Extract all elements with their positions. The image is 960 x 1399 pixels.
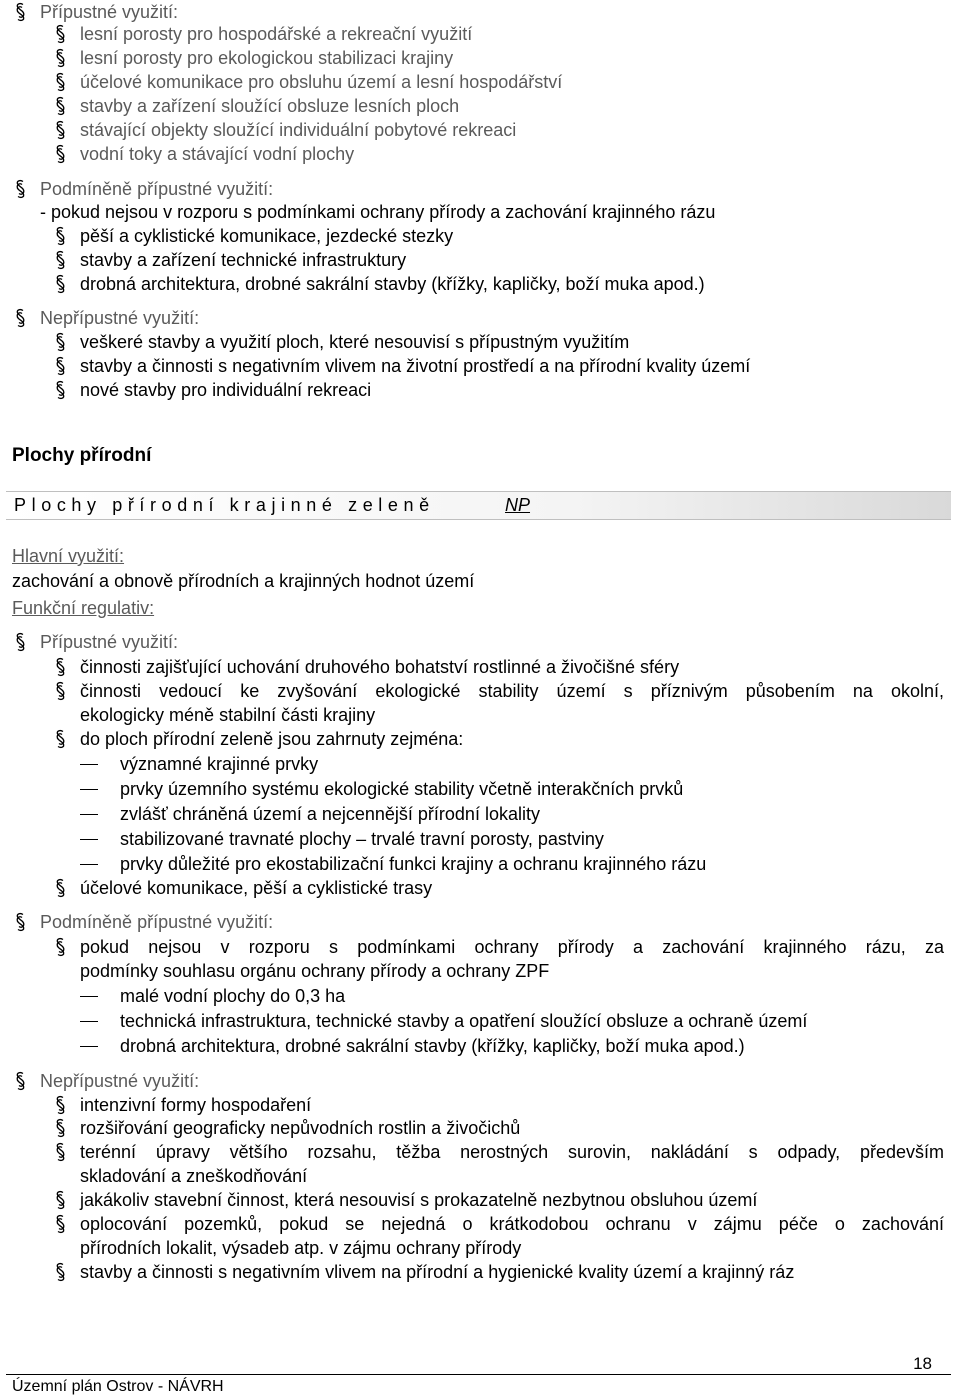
list-item: stávající objekty sloužící individuální pobytové rekreaci (80, 120, 517, 140)
list-item: do ploch přírodní zeleně jsou zahrnuty zejména: (80, 729, 464, 749)
section-bullet-icon (54, 1095, 67, 1115)
list-item: lesní porosty pro hospodářské a rekreační využití (80, 24, 473, 44)
list-item: činnosti zajišťující uchování druhového bohatství rostlinné a živočišné sféry (80, 657, 680, 677)
list-item: pokud nejsou v rozporu s podmínkami ochrany přírody a zachování krajinného rázu, za (80, 937, 944, 957)
list-item-continuation: skladování a zneškodňování (80, 1166, 308, 1186)
section-bullet-icon (54, 144, 67, 164)
main-use-text: zachování a obnově přírodních a krajinných hodnot území (12, 571, 475, 591)
section-bullet-icon (54, 1190, 67, 1210)
section-bullet-icon (54, 120, 67, 140)
section-bullet-icon (54, 226, 67, 246)
section-bullet-icon (54, 250, 67, 270)
list-item: jakákoliv stavební činnost, která nesouvisí s prokazatelně nezbytnou obsluhou území (80, 1190, 758, 1210)
sub-list-item: prvky územního systému ekologické stability včetně interakčních prvků (120, 779, 684, 799)
conditional-use-label: Podmíněně přípustné využití: (40, 179, 274, 199)
section-bullet-icon (54, 1118, 67, 1138)
allowed-use-label: Přípustné využití: (40, 2, 179, 22)
list-item-continuation: podmínky souhlasu orgánu ochrany přírody a ochrany ZPF (80, 961, 550, 981)
zone-title: Plochy přírodní krajinné zeleně (14, 495, 435, 515)
condition-text: - pokud nejsou v rozporu s podmínkami ochrany přírody a zachování krajinného rázu (40, 202, 716, 222)
section-bullet-icon (54, 1214, 67, 1234)
section-bullet-icon (54, 24, 67, 44)
footer-divider (6, 1374, 951, 1375)
sub-list-item: zvlášť chráněná území a nejcennější přírodní lokality (120, 804, 540, 824)
sub-list-item: technická infrastruktura, technické stavby a opatření sloužící obsluze a ochraně území (120, 1011, 808, 1031)
main-use-label: Hlavní využití: (12, 546, 125, 566)
section-bullet-icon (54, 48, 67, 68)
list-item: účelové komunikace pro obsluhu území a lesní hospodářství (80, 72, 563, 92)
sub-list-item: malé vodní plochy do 0,3 ha (120, 986, 346, 1006)
conditional-use-label: Podmíněně přípustné využití: (40, 912, 274, 932)
list-item: oplocování pozemků, pokud se nejedná o krátkodobou ochranu v zájmu péče o zachování (80, 1214, 944, 1234)
list-item: veškeré stavby a využití ploch, které nesouvisí s přípustným využitím (80, 332, 630, 352)
list-item: vodní toky a stávající vodní plochy (80, 144, 355, 164)
section-bullet-icon (54, 96, 67, 116)
section-bullet-icon (54, 729, 67, 749)
list-item-continuation: ekologicky méně stabilní části krajiny (80, 705, 376, 725)
forbidden-use-label: Nepřípustné využití: (40, 308, 200, 328)
dash-bullet-icon (80, 789, 98, 790)
section-bullet-icon (54, 332, 67, 352)
sub-list-item: stabilizované travnaté plochy – trvalé travní porosty, pastviny (120, 829, 604, 849)
dash-bullet-icon (80, 1021, 98, 1022)
list-item: rozšiřování geograficky nepůvodních rostlin a živočichů (80, 1118, 521, 1138)
list-item: lesní porosty pro ekologickou stabilizaci krajiny (80, 48, 454, 68)
list-item: stavby a zařízení technické infrastruktury (80, 250, 407, 270)
section-bullet-icon (14, 2, 27, 22)
list-item: pěší a cyklistické komunikace, jezdecké stezky (80, 226, 454, 246)
section-bullet-icon (54, 72, 67, 92)
section-bullet-icon (54, 681, 67, 701)
allowed-use-label: Přípustné využití: (40, 632, 179, 652)
dash-bullet-icon (80, 839, 98, 840)
section-bullet-icon (54, 274, 67, 294)
page-number: 18 (913, 1354, 932, 1373)
list-item: stavby a činnosti s negativním vlivem na životní prostředí a na přírodní kvality území (80, 356, 751, 376)
dash-bullet-icon (80, 996, 98, 997)
list-item: drobná architektura, drobné sakrální stavby (křížky, kapličky, boží muka apod.) (80, 274, 705, 294)
section-heading: Plochy přírodní (12, 445, 152, 466)
forbidden-use-label: Nepřípustné využití: (40, 1071, 200, 1091)
section-bullet-icon (54, 356, 67, 376)
section-bullet-icon (54, 878, 67, 898)
sub-list-item: významné krajinné prvky (120, 754, 319, 774)
section-bullet-icon (54, 380, 67, 400)
list-item: stavby a činnosti s negativním vlivem na přírodní a hygienické kvality území a krajinný ráz (80, 1262, 795, 1282)
section-bullet-icon (14, 179, 27, 199)
list-item: činnosti vedoucí ke zvyšování ekologické stability území s příznivým působením na okolní, (80, 681, 944, 701)
section-bullet-icon (54, 1262, 67, 1282)
dash-bullet-icon (80, 764, 98, 765)
list-item-continuation: přírodních lokalit, výsadeb atp. v zájmu ochrany přírody (80, 1238, 522, 1258)
list-item: stavby a zařízení sloužící obsluze lesních ploch (80, 96, 460, 116)
list-item: terénní úpravy většího rozsahu, těžba nerostných surovin, nakládání s odpady, především (80, 1142, 944, 1162)
dash-bullet-icon (80, 814, 98, 815)
functional-regulation-label: Funkční regulativ: (12, 598, 155, 618)
dash-bullet-icon (80, 864, 98, 865)
list-item: nové stavby pro individuální rekreaci (80, 380, 372, 400)
sub-list-item: drobná architektura, drobné sakrální stavby (křížky, kapličky, boží muka apod.) (120, 1036, 745, 1056)
section-bullet-icon (14, 632, 27, 652)
list-item: intenzivní formy hospodaření (80, 1095, 312, 1115)
section-bullet-icon (14, 912, 27, 932)
section-bullet-icon (14, 308, 27, 328)
section-bullet-icon (54, 937, 67, 957)
section-bullet-icon (14, 1071, 27, 1091)
list-item: účelové komunikace, pěší a cyklistické trasy (80, 878, 433, 898)
section-bullet-icon (54, 657, 67, 677)
section-bullet-icon (54, 1142, 67, 1162)
footer-document-title: Územní plán Ostrov - NÁVRH (12, 1378, 224, 1395)
dash-bullet-icon (80, 1046, 98, 1047)
zone-code: NP (505, 495, 531, 515)
sub-list-item: prvky důležité pro ekostabilizační funkci krajiny a ochranu krajinného rázu (120, 854, 707, 874)
